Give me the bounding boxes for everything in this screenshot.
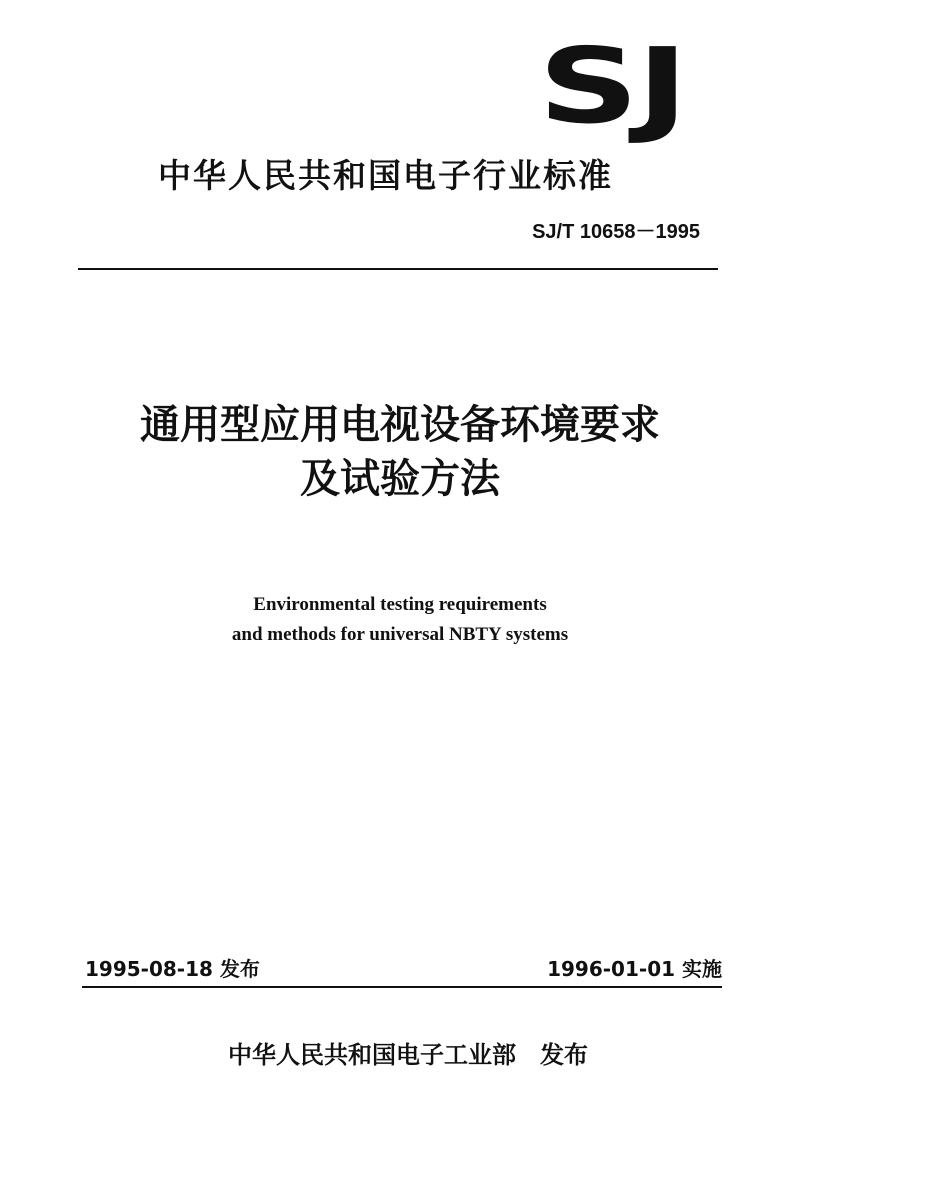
english-title: [0, 590, 800, 650]
publisher-label: 发布: [540, 1041, 588, 1069]
top-divider: [78, 268, 718, 270]
english-title-line-2: and methods for universal NBTY systems: [231, 624, 569, 645]
effective-date: 1996-01-01 实施: [547, 957, 722, 981]
organization-title: 中华人民共和国电子行业标准: [158, 156, 613, 195]
english-title-line-1: Environmental testing requirements: [253, 594, 547, 615]
publisher-name: 中华人民共和国电子工业部: [228, 1041, 516, 1069]
standard-number: SJ/T 10658－1995: [532, 221, 700, 243]
sj-logo: SJ: [538, 25, 686, 147]
chinese-title: [0, 398, 800, 506]
chinese-title-line-1: 通用型应用电视设备环境要求: [140, 402, 660, 448]
publisher: [228, 1035, 588, 1070]
issue-date: 1995-08-18 发布: [85, 957, 260, 981]
bottom-divider: [82, 986, 722, 988]
chinese-title-line-2: 及试验方法: [300, 456, 500, 502]
